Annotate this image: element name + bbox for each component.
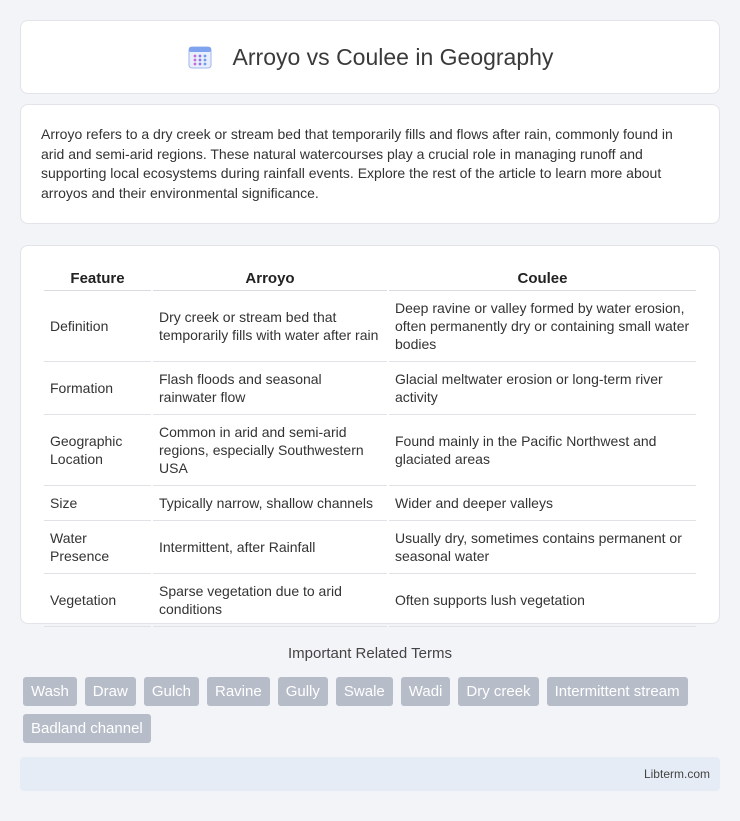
related-terms-heading: Important Related Terms [288, 645, 452, 662]
table-row [44, 415, 696, 486]
header-arroyo: Arroyo [153, 266, 387, 291]
arroyo-cell: Dry creek or stream bed that temporarily fills with water after rain [153, 291, 387, 362]
coulee-cell: Found mainly in the Pacific Northwest and glaciated areas [389, 415, 696, 486]
coulee-cell: Wider and deeper valleys [389, 486, 696, 521]
intro-card [20, 104, 720, 224]
tag-swale[interactable]: Swale [336, 677, 393, 706]
table-row [44, 574, 696, 627]
table-row [44, 521, 696, 574]
header-feature: Feature [44, 266, 151, 291]
title-card [20, 20, 720, 94]
comparison-table [42, 266, 698, 627]
tag-gulch[interactable]: Gulch [144, 677, 199, 706]
feature-cell: Formation [44, 362, 151, 415]
coulee-cell: Often supports lush vegetation [389, 574, 696, 627]
header-coulee: Coulee [389, 266, 696, 291]
feature-cell: Definition [44, 291, 151, 362]
calendar-grid-icon [187, 44, 213, 70]
table-row [44, 291, 696, 362]
feature-cell: Vegetation [44, 574, 151, 627]
tag-badland-channel[interactable]: Badland channel [23, 714, 151, 743]
coulee-cell: Glacial meltwater erosion or long-term river activity [389, 362, 696, 415]
footer-site-link[interactable]: Libterm.com [643, 767, 710, 781]
table-row [44, 486, 696, 521]
comparison-card [20, 245, 720, 624]
page-title: Arroyo vs Coulee in Geography [232, 43, 554, 70]
table-header-row [44, 266, 696, 291]
tag-wadi[interactable]: Wadi [401, 677, 451, 706]
coulee-cell: Usually dry, sometimes contains permanent or seasonal water [389, 521, 696, 574]
feature-cell: Water Presence [44, 521, 151, 574]
footer [20, 757, 720, 791]
feature-cell: Geographic Location [44, 415, 151, 486]
arroyo-cell: Sparse vegetation due to arid conditions [153, 574, 387, 627]
tag-draw[interactable]: Draw [85, 677, 136, 706]
arroyo-cell: Flash floods and seasonal rainwater flow [153, 362, 387, 415]
related-terms-list [23, 677, 723, 743]
arroyo-cell: Common in arid and semi-arid regions, especially Southwestern USA [153, 415, 387, 486]
coulee-cell: Deep ravine or valley formed by water erosion, often permanently dry or containing small water bodies [389, 291, 696, 362]
intro-paragraph: Arroyo refers to a dry creek or stream bed that temporarily fills and flows after rain, commonly found in arid and semi-arid regions. These natural watercourses play a crucial role in managing runoff and supporting local ecosystems during rainfall events. Explore the rest of the article to learn more about arroyos and their environmental significance. [41, 126, 673, 201]
table-row [44, 362, 696, 415]
arroyo-cell: Intermittent, after Rainfall [153, 521, 387, 574]
arroyo-cell: Typically narrow, shallow channels [153, 486, 387, 521]
tag-ravine[interactable]: Ravine [207, 677, 270, 706]
tag-intermittent-stream[interactable]: Intermittent stream [547, 677, 688, 706]
tag-dry-creek[interactable]: Dry creek [458, 677, 538, 706]
tag-wash[interactable]: Wash [23, 677, 77, 706]
tag-gully[interactable]: Gully [278, 677, 328, 706]
feature-cell: Size [44, 486, 151, 521]
